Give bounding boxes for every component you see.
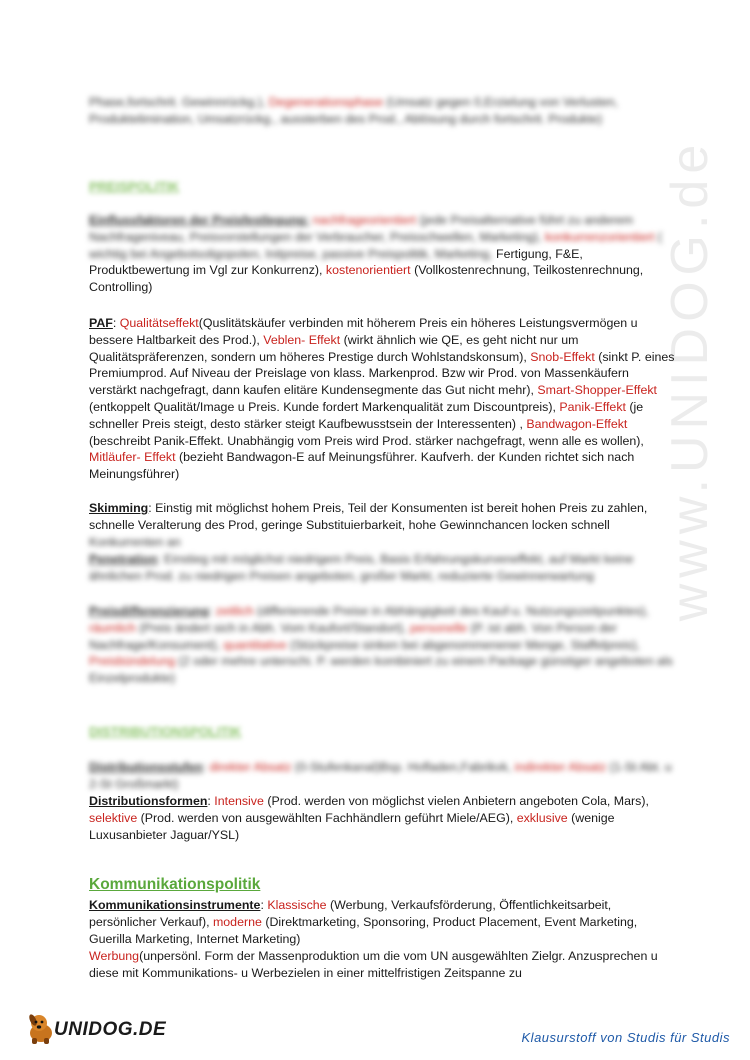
werbung-paragraph (89, 948, 679, 982)
text: (Werbung, Verkaufsförderung, Öffentlichkeitsarbeit, persönlicher Verkauf), (89, 898, 612, 929)
term: direkter Absatz (209, 760, 292, 774)
unidog-logo (24, 1010, 167, 1050)
section-heading-kommunikation: Kommunikationspolitik (89, 876, 261, 893)
logo-text: UNIDOG.DE (54, 1019, 167, 1040)
text: (2 oder mehre unterschi. P. werden kombiniert zu einem Package günstiger angeboten als Einzelprodukte) (89, 654, 673, 686)
term: Smart-Shopper-Effekt (537, 383, 657, 398)
text: (bezieht Bandwagon-E auf Meinungsführer. Kaufverh. der Kunden richtet sich nach Meinungsführer) (89, 450, 635, 482)
text: : (208, 604, 216, 618)
label: Skimming (89, 501, 149, 515)
term: exklusive (516, 810, 568, 825)
dog-icon (24, 1012, 58, 1046)
term: nachfrageorientiert (312, 213, 417, 227)
text: (Prod. werden von ausgewählten Fachhändlern geführt Miele/AEG), (137, 810, 517, 825)
term: Panik-Effekt (559, 399, 626, 414)
distributionsformen-paragraph (89, 793, 679, 843)
section-heading-preispolitik: PREISPOLITIK (89, 179, 180, 194)
blurred-text: Konkurrenten an (89, 534, 181, 549)
term: Veblen- Effekt (263, 332, 341, 347)
label: Einflussfaktoren der Preisfestlegung: (89, 213, 310, 227)
text: (beschreibt Panik-Effekt. Unabhängig vom Preis wird Prod. stärker nachgefragt, wenn alle es wollen), (89, 433, 644, 448)
label: Distributionsformen (89, 794, 208, 808)
text: (Prod. werden von möglichst vielen Anbietern angeboten Cola, Mars), (263, 794, 649, 808)
text: : Einstig mit möglichst hohem Preis, Teil der Konsumenten ist bereit hohen Preis zu zahlen, schnelle Veralterung des Prod, geringe Substituierbarkeit, hohe Gewinnchancen locken schnell (89, 501, 648, 532)
text: : (202, 760, 210, 774)
term: räumlich (89, 620, 136, 635)
term: konkurrenzorientiert (544, 229, 655, 244)
term: zeitlich (215, 604, 254, 618)
term: indirekter Absatz (514, 760, 607, 774)
term: Mitläufer- Effekt (89, 450, 176, 465)
text: Fertigung, F&E, Produktbewertung im Vgl zur Konkurrenz), (89, 246, 583, 278)
text: (wenige Luxusanbieter Jaguar/YSL) (89, 810, 615, 842)
text: Phase,fortschrit. Gewinnrückg.), (89, 95, 269, 109)
label: Penetration (89, 552, 158, 566)
term: kostenorientiert (325, 263, 411, 278)
einflussfaktoren-paragraph (89, 212, 679, 296)
term: selektive (89, 810, 138, 825)
term: Snob-Effekt (530, 349, 595, 364)
text: (0-Stufenkanal)Bsp. Hofladen,Fabrikvk, (291, 760, 515, 774)
text: (Direktmarketing, Sponsoring, Product Placement, Event Marketing, Guerilla Marketing, Internet Marketing) (89, 914, 638, 946)
term: moderne (212, 914, 262, 929)
term: Werbung (89, 949, 140, 963)
text: : (207, 794, 215, 808)
text: (je schneller Preis steigt, desto stärker steigt Kaufbewusstsein der Interessenten) , (89, 399, 644, 431)
text: (Stückpreise sinken bei abgenommenener Menge, Staffelpreis), (286, 637, 640, 652)
skimming-paragraph (89, 500, 679, 550)
degeneration-paragraph (89, 94, 679, 128)
text: ( wichtig bei Angebotsoligopolen, Initpreise, passive Preispolitik, Marketing, (89, 229, 663, 261)
watermark: www.UNIDOG.de (661, 138, 719, 622)
label: Kommunikationsinstrumente (89, 898, 261, 912)
term: Qualitätseffekt (119, 316, 199, 330)
text: (Preis ändert sich in Abh. Vom Kaufort/Standort), (135, 620, 410, 635)
term: quantitative (223, 637, 287, 652)
term: Intensive (214, 794, 264, 808)
text: (1-St Abt. u 2-St Großmarkt) (89, 760, 672, 791)
distributionsstufen-paragraph (89, 759, 679, 793)
text: : Einstieg mit möglichst niedrigem Preis, Basis Erfahrungskurveneffekt, auf Markt keine ähnlichen Prod. zu niedrigen Preisen angeboten, großer Markt, reduzierte Gewinnerwartung (89, 552, 634, 583)
term: Klassische (267, 898, 327, 912)
term: Bandwagon-Effekt (526, 416, 628, 431)
text: (differierende Preise in Abhängigkeit des Kauf-u. Nutzungszeitpunktes), (253, 604, 649, 618)
label: Preisdifferenzierung (89, 604, 209, 618)
term: Preisbündelung (89, 654, 176, 669)
text: (sinkt P. eines Premiumprod. Auf Niveau der Preislage von klass. Markenprod. Bzw wir Prod. von Massenkäufern verstärkt nachgefragt, dann kaufen elitäre Kundensegmente das Gut nicht mehr), (89, 349, 675, 398)
kommunikation-paragraph (89, 897, 679, 947)
term: personelle (409, 620, 468, 635)
term: Degenerationsphase (268, 95, 384, 109)
section-heading-distribution: DISTRIBUTIONSPOLITIK (89, 724, 242, 739)
footer-tagline: Klausurstoff von Studis für Studis (521, 1030, 730, 1045)
text: (Vollkostenrechnung, Teilkostenrechnung, Controlling) (89, 263, 644, 295)
paf-paragraph (89, 315, 679, 483)
penetration-paragraph (89, 551, 679, 585)
preisdifferenzierung-paragraph (89, 603, 679, 687)
text: (Quslitätskäufer verbinden mit höherem Preis ein höheres Leistungsvermögen u bessere Haltbarkeit des Prod.), (89, 316, 638, 347)
label: PAF (89, 316, 113, 330)
text: (entkoppelt Qualität/Image u Preis. Kunde fordert Markenqualität zum Discountpreis), (89, 399, 560, 414)
text: (jede Preisalternative führt zu anderem Nachfrageniveau, Preisvorstellungen der Verbraucher, Preisschwellen, Marketing), (89, 213, 634, 244)
text: : (112, 316, 120, 330)
text: (Umsatz gegen 0,Erzielung von Verlusten, Produktelimination, Umsatzrückg., aussterben des Prod., Ablösung durch fortschrit. Produkte) (89, 95, 618, 126)
text: (P. ist abh. Von Person der Nachfrage/Konsument), (89, 620, 618, 652)
label: Distributionsstufen (89, 760, 203, 774)
text: (wirkt ähnlich wie QE, es geht nicht nur um Qualitätspräferenzen, sondern um höheres Prestige durch Wohlstandskonsum), (89, 332, 579, 364)
text: (unpersönl. Form der Massenproduktion um die vom UN ausgewählten Zielgr. Anzusprechen u diese mit Kommunikations- u Werbezielen in einer mittelfristigen Zeitspanne zu (89, 949, 658, 980)
text: : (260, 898, 268, 912)
